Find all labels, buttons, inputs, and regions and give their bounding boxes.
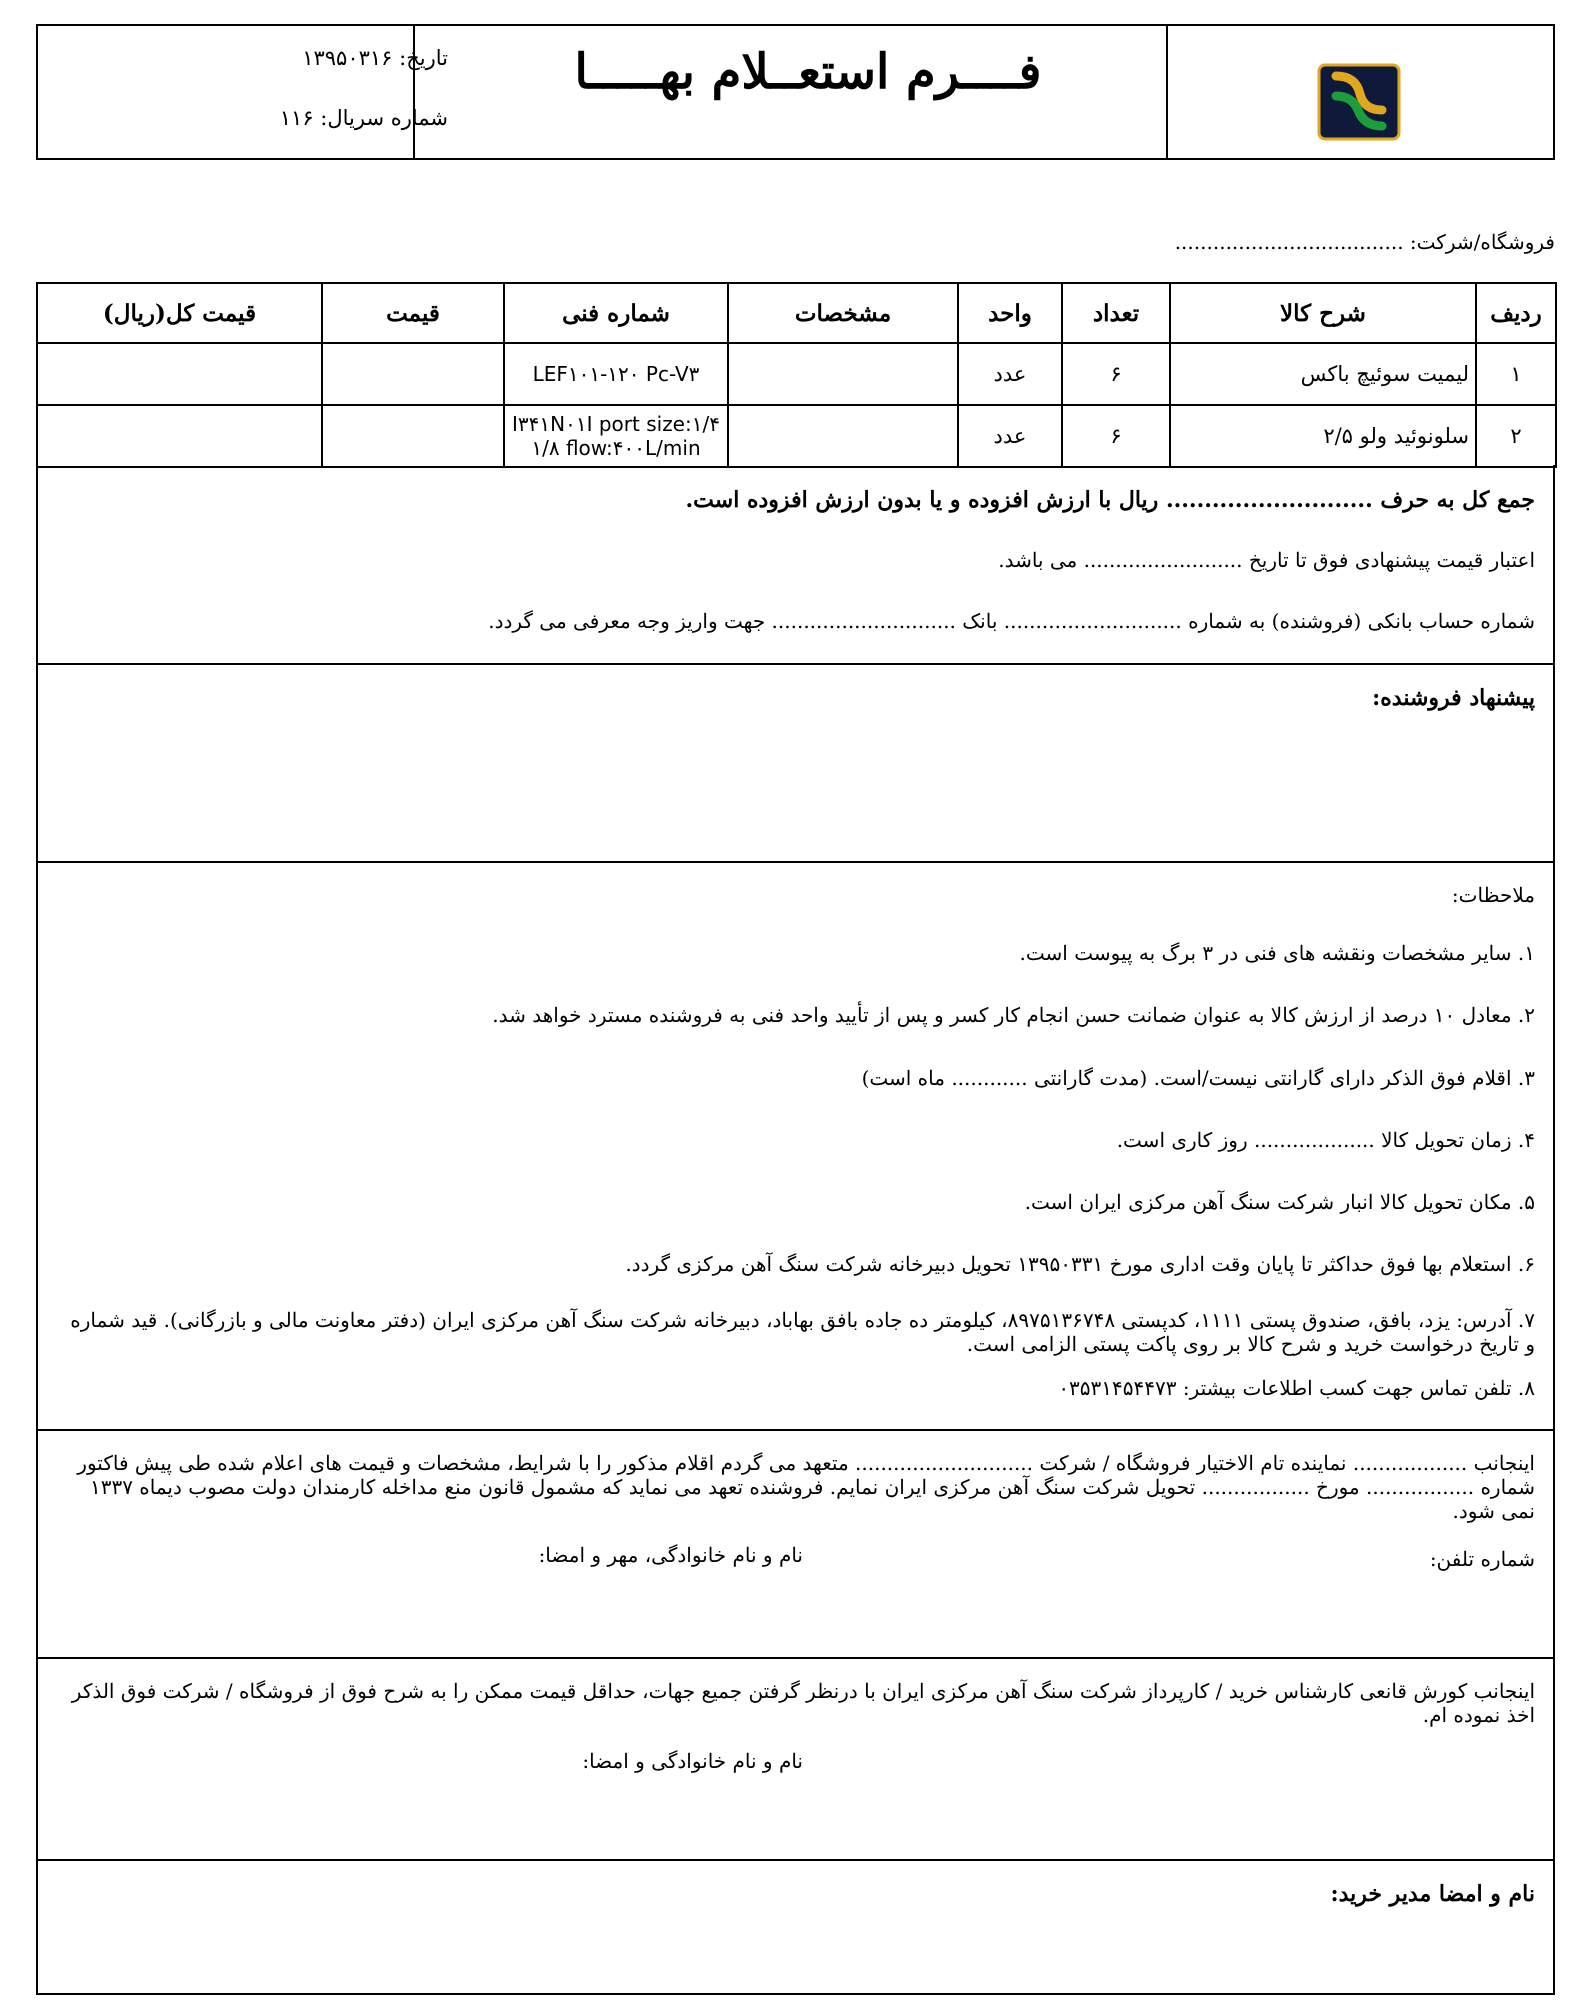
table-row [37, 343, 1556, 405]
seller-offer-label: پیشنهاد فروشنده: [1372, 685, 1535, 711]
form-date: تاریخ: ۱۳۹۵۰۳۱۶ [302, 46, 448, 70]
bank-account: شماره حساب بانکی (فروشنده) به شماره ............................ بانک ............................. جهت واریز وجه معرفی می گردد. [488, 609, 1535, 633]
remark-item: ۵. مکان تحویل کالا انبار شرکت سنگ آهن مرکزی ایران است. [1024, 1190, 1535, 1214]
cell-row: ۲ [1476, 405, 1556, 467]
cell-unit: عدد [958, 405, 1062, 467]
manager-signature-label: نام و امضا مدیر خرید: [1330, 1881, 1535, 1907]
items-table [36, 282, 1557, 468]
col-header-description: شرح کالا [1170, 283, 1476, 343]
commitment-text: اینجانب .................. نماینده تام الاختیار فروشگاه / شرکت ............................ متعهد می گردم اقلام مذکور را با شرایط، مشخصات و قیمت های اعلام شده طی پیش فاکتور شماره ................. مورخ ................. تحویل شرکت سنگ آهن مرکزی ایران نمایم. فروشنده تعهد می نماید که مشمول قانون منع مداخله کارمندان دولت مصوب دیماه ۱۳۳۷ نمی شود. [77, 1451, 1535, 1523]
remark-item: ۱. سایر مشخصات ونقشه های فنی در ۳ برگ به پیوست است. [1019, 941, 1535, 965]
totals-section [36, 465, 1555, 665]
company-logo-icon [1316, 62, 1402, 142]
col-header-price: قیمت [322, 283, 504, 343]
cell-tech-no [504, 405, 728, 467]
remarks-label: ملاحظات: [1451, 883, 1535, 907]
cell-specs [728, 405, 958, 467]
price-validity: اعتبار قیمت پیشنهادی فوق تا تاریخ ......................... می باشد. [998, 548, 1535, 572]
remark-item: ۲. معادل ۱۰ درصد از ارزش کالا به عنوان ضمانت حسن انجام کار کسر و پس از تأیید واحد فنی به فروشنده مسترد خواهد شد. [492, 1003, 1535, 1027]
cell-count: ۶ [1062, 343, 1170, 405]
form-header [36, 24, 1555, 160]
form-serial-number: شماره سریال: ۱۱۶ [279, 106, 448, 130]
remarks-section [36, 861, 1555, 1431]
seller-signature-label: نام و نام خانوادگی، مهر و امضا: [538, 1543, 803, 1567]
seller-commitment-section [36, 1429, 1555, 1659]
buyer-signature-label: نام و نام خانوادگی و امضا: [582, 1749, 803, 1773]
tech-no-line: LEF۱۰۱-۱۲۰ Pc-V۳ [532, 362, 700, 386]
remark-item: ۷. آدرس: یزد، بافق، صندوق پستی ۱۱۱۱، کدپستی ۸۹۷۵۱۳۶۷۴۸، کیلومتر ده جاده بافق بهاباد، دبیرخانه شرکت سنگ آهن مرکزی ایران (دفتر معاونت مالی و بازرگانی). قید شماره و تاریخ درخواست خرید و شرح کالا بر روی پاکت پستی الزامی است. [70, 1308, 1535, 1356]
remark-item: ۸. تلفن تماس جهت کسب اطلاعات بیشتر: ۰۳۵۳۱۴۵۴۴۷۳ [1058, 1376, 1535, 1400]
col-header-specs: مشخصات [728, 283, 958, 343]
table-row [37, 405, 1556, 467]
manager-signature-section [36, 1859, 1555, 1995]
buyer-statement-section [36, 1657, 1555, 1861]
col-header-unit: واحد [958, 283, 1062, 343]
cell-row: ۱ [1476, 343, 1556, 405]
page-title: فــــرم استعــلام بهـــــا [574, 44, 1042, 100]
col-header-total: قیمت کل(ریال) [37, 283, 322, 343]
cell-unit: عدد [958, 343, 1062, 405]
phone-label: شماره تلفن: [1429, 1547, 1535, 1571]
cell-description: لیمیت سوئیچ باکس [1170, 343, 1476, 405]
col-header-count: تعداد [1062, 283, 1170, 343]
col-header-row: ردیف [1476, 283, 1556, 343]
cell-count: ۶ [1062, 405, 1170, 467]
cell-price [322, 405, 504, 467]
remark-item: ۳. اقلام فوق الذکر دارای گارانتی نیست/است. (مدت گارانتی ............ ماه است) [861, 1066, 1535, 1090]
total-in-words: جمع کل به حرف ........................... ریال با ارزش افزوده و یا بدون ارزش افزوده است. [685, 487, 1535, 513]
table-header-row [37, 283, 1556, 343]
cell-specs [728, 343, 958, 405]
cell-description: سلونوئید ولو ۲/۵ [1170, 405, 1476, 467]
remark-item: ۶. استعلام بها فوق حداکثر تا پایان وقت اداری مورخ ۱۳۹۵۰۳۳۱ تحویل دبیرخانه شرکت سنگ آهن مرکزی گردد. [625, 1252, 1535, 1276]
buyer-statement-text: اینجانب کورش قانعی کارشناس خرید / کارپرداز شرکت سنگ آهن مرکزی ایران با درنظر گرفتن جمیع جهات، حداقل قیمت ممکن را به شرح فوق از فروشگاه / شرکت فوق الذکر اخذ نموده ام. [71, 1679, 1535, 1727]
remark-item: ۴. زمان تحویل کالا ................... روز کاری است. [1116, 1128, 1535, 1152]
shop-company-field: فروشگاه/شرکت: .................................... [1174, 230, 1555, 254]
cell-price [322, 343, 504, 405]
col-header-tech-no: شماره فنی [504, 283, 728, 343]
tech-no-line: I۳۴۱N۰۱I port size:۱/۴ [512, 412, 720, 436]
tech-no-line: ۱/۸ flow:۴۰۰L/min [531, 436, 701, 460]
cell-total [37, 343, 322, 405]
cell-total [37, 405, 322, 467]
seller-offer-section [36, 663, 1555, 863]
cell-tech-no [504, 343, 728, 405]
